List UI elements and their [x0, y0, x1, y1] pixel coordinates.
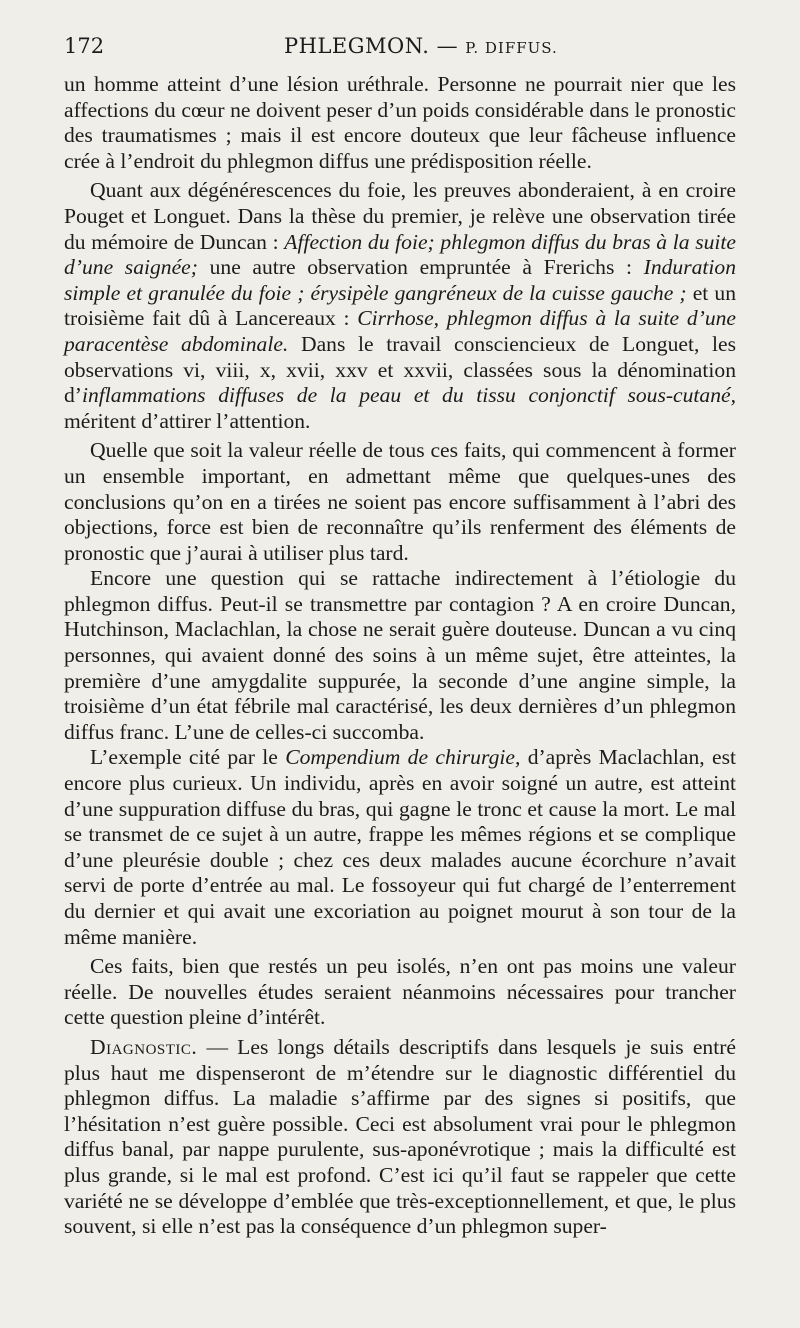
text-run: — Les longs détails descriptifs dans lesquels je suis entré plus haut me dispenseront de m’étendre sur le diagnostic différentiel du phlegmon diffus. La maladie s’affirme par des signes si positifs, que l’hésitation n’est guère possible. Ceci est absolument vrai pour le phlegmon diffus banal, par nappe purulente, sus-aponévrotique ; mais la difficulté est plus grande, si le mal est profond. C’est ici qu’il faut se rappeler que cette variété ne se développe d’emblée que très-exceptionnellement, et que, le plus souvent, si elle n’est pas la conséquence d’un phlegmon super- [64, 1034, 736, 1239]
text-run: et un troisième fait dû à Lancereaux : [64, 280, 736, 331]
paragraph-3 [64, 438, 736, 566]
paragraph-6 [64, 954, 736, 1031]
text-run: méritent d’attirer l’attention. [64, 408, 311, 433]
running-separator: — [436, 34, 459, 58]
text-run: L’exemple cité par le [90, 745, 286, 770]
italic-run: inflammations diffuses de la peau et du tissu conjonctif sous-cutané, [82, 383, 736, 408]
text-run: un homme atteint d’une lésion uréthrale. Personne ne pourrait nier que les affections du cœur ne doivent peser d’un poids considérable dans le pronostic des traumatismes ; mais il est encore douteux que leur fâcheuse influence crée à l’endroit du phlegmon diffus une prédisposition réelle. [64, 72, 736, 173]
italic-run: Affection du foie; phlegmon diffus du bras à la suite d’une saignée; [64, 229, 736, 280]
text-run: Quelle que soit la valeur réelle de tous ces faits, qui commencent à former un ensemble important, en admettant même que quelques-unes des conclusions qu’on en a tirées ne soient pas encore suffisamment à l’abri des objections, force est bien de reconnaître qu’ils renferment des éléments de pronostic que j’aurai à utiliser plus tard. [64, 438, 736, 565]
paragraph-5 [64, 745, 736, 950]
paragraph-4 [64, 566, 736, 745]
page-header [64, 34, 736, 64]
text-run: Dans le travail consciencieux de Longuet, les observations vi, viii, x, xvii, xxv et xxvii, classées sous la dénomination d’ [64, 331, 736, 408]
text-run: une autre observation empruntée à Frerichs : [197, 255, 644, 280]
page-number: 172 [64, 34, 105, 58]
running-subtitle: P. DIFFUS. [465, 39, 558, 57]
paragraph-2 [64, 178, 736, 434]
running-title: PHLEGMON. [284, 34, 430, 58]
italic-run: Induration simple et granulée du foie ; érysipèle gangréneux de la cuisse gauche ; [64, 255, 737, 305]
text-run: Encore une question qui se rattache indirectement à l’étiologie du phlegmon diffus. Peut-il se transmettre par contagion ? A en croire Duncan, Hutchinson, Maclachlan, la chose ne serait guère douteuse. Duncan a vu cinq personnes, qui avaient donné des soins à un même sujet, être atteintes, la première d’une amygdalite suppurée, la seconde d’une angine simple, la troisième d’un état fébrile mal caractérisé, les deux dernières d’un phlegmon diffus franc. L’une de celles-ci succomba. [64, 566, 736, 744]
italic-run: Compendium de chirurgie, [285, 745, 521, 770]
text-run: Quant aux dégénérescences du foie, les preuves abonderaient, à en croire Pouget et Longuet. Dans la thèse du premier, je relève une observation tirée du mémoire de Duncan : [64, 178, 736, 254]
paragraph-1 [64, 72, 736, 174]
running-head [284, 34, 558, 58]
text-run: d’après Maclachlan, est encore plus curieux. Un individu, après en avoir soigné un autre, est atteint d’une suppuration diffuse du bras, qui gagne le tronc et cause la mort. Le mal se transmet de ce sujet à un autre, frappe les mêmes régions et se complique d’une pleurésie double ; chez ces deux malades aucune écorchure n’avait servi de porte d’entrée au mal. Le fossoyeur qui fut chargé de l’enterrement du dernier et qui avait une excoriation au poignet mourut à son tour de la même manière. [64, 745, 736, 949]
paragraph-7 [64, 1035, 736, 1240]
text-run: Ces faits, bien que restés un peu isolés, n’en ont pas moins une valeur réelle. De nouvelles études seraient néanmoins nécessaires pour trancher cette question pleine d’intérêt. [64, 954, 736, 1030]
page-body [64, 72, 736, 1240]
section-heading: Diagnostic. [90, 1034, 198, 1059]
italic-run: Cirrhose, phlegmon diffus à la suite d’une paracentèse abdominale. [64, 306, 736, 356]
